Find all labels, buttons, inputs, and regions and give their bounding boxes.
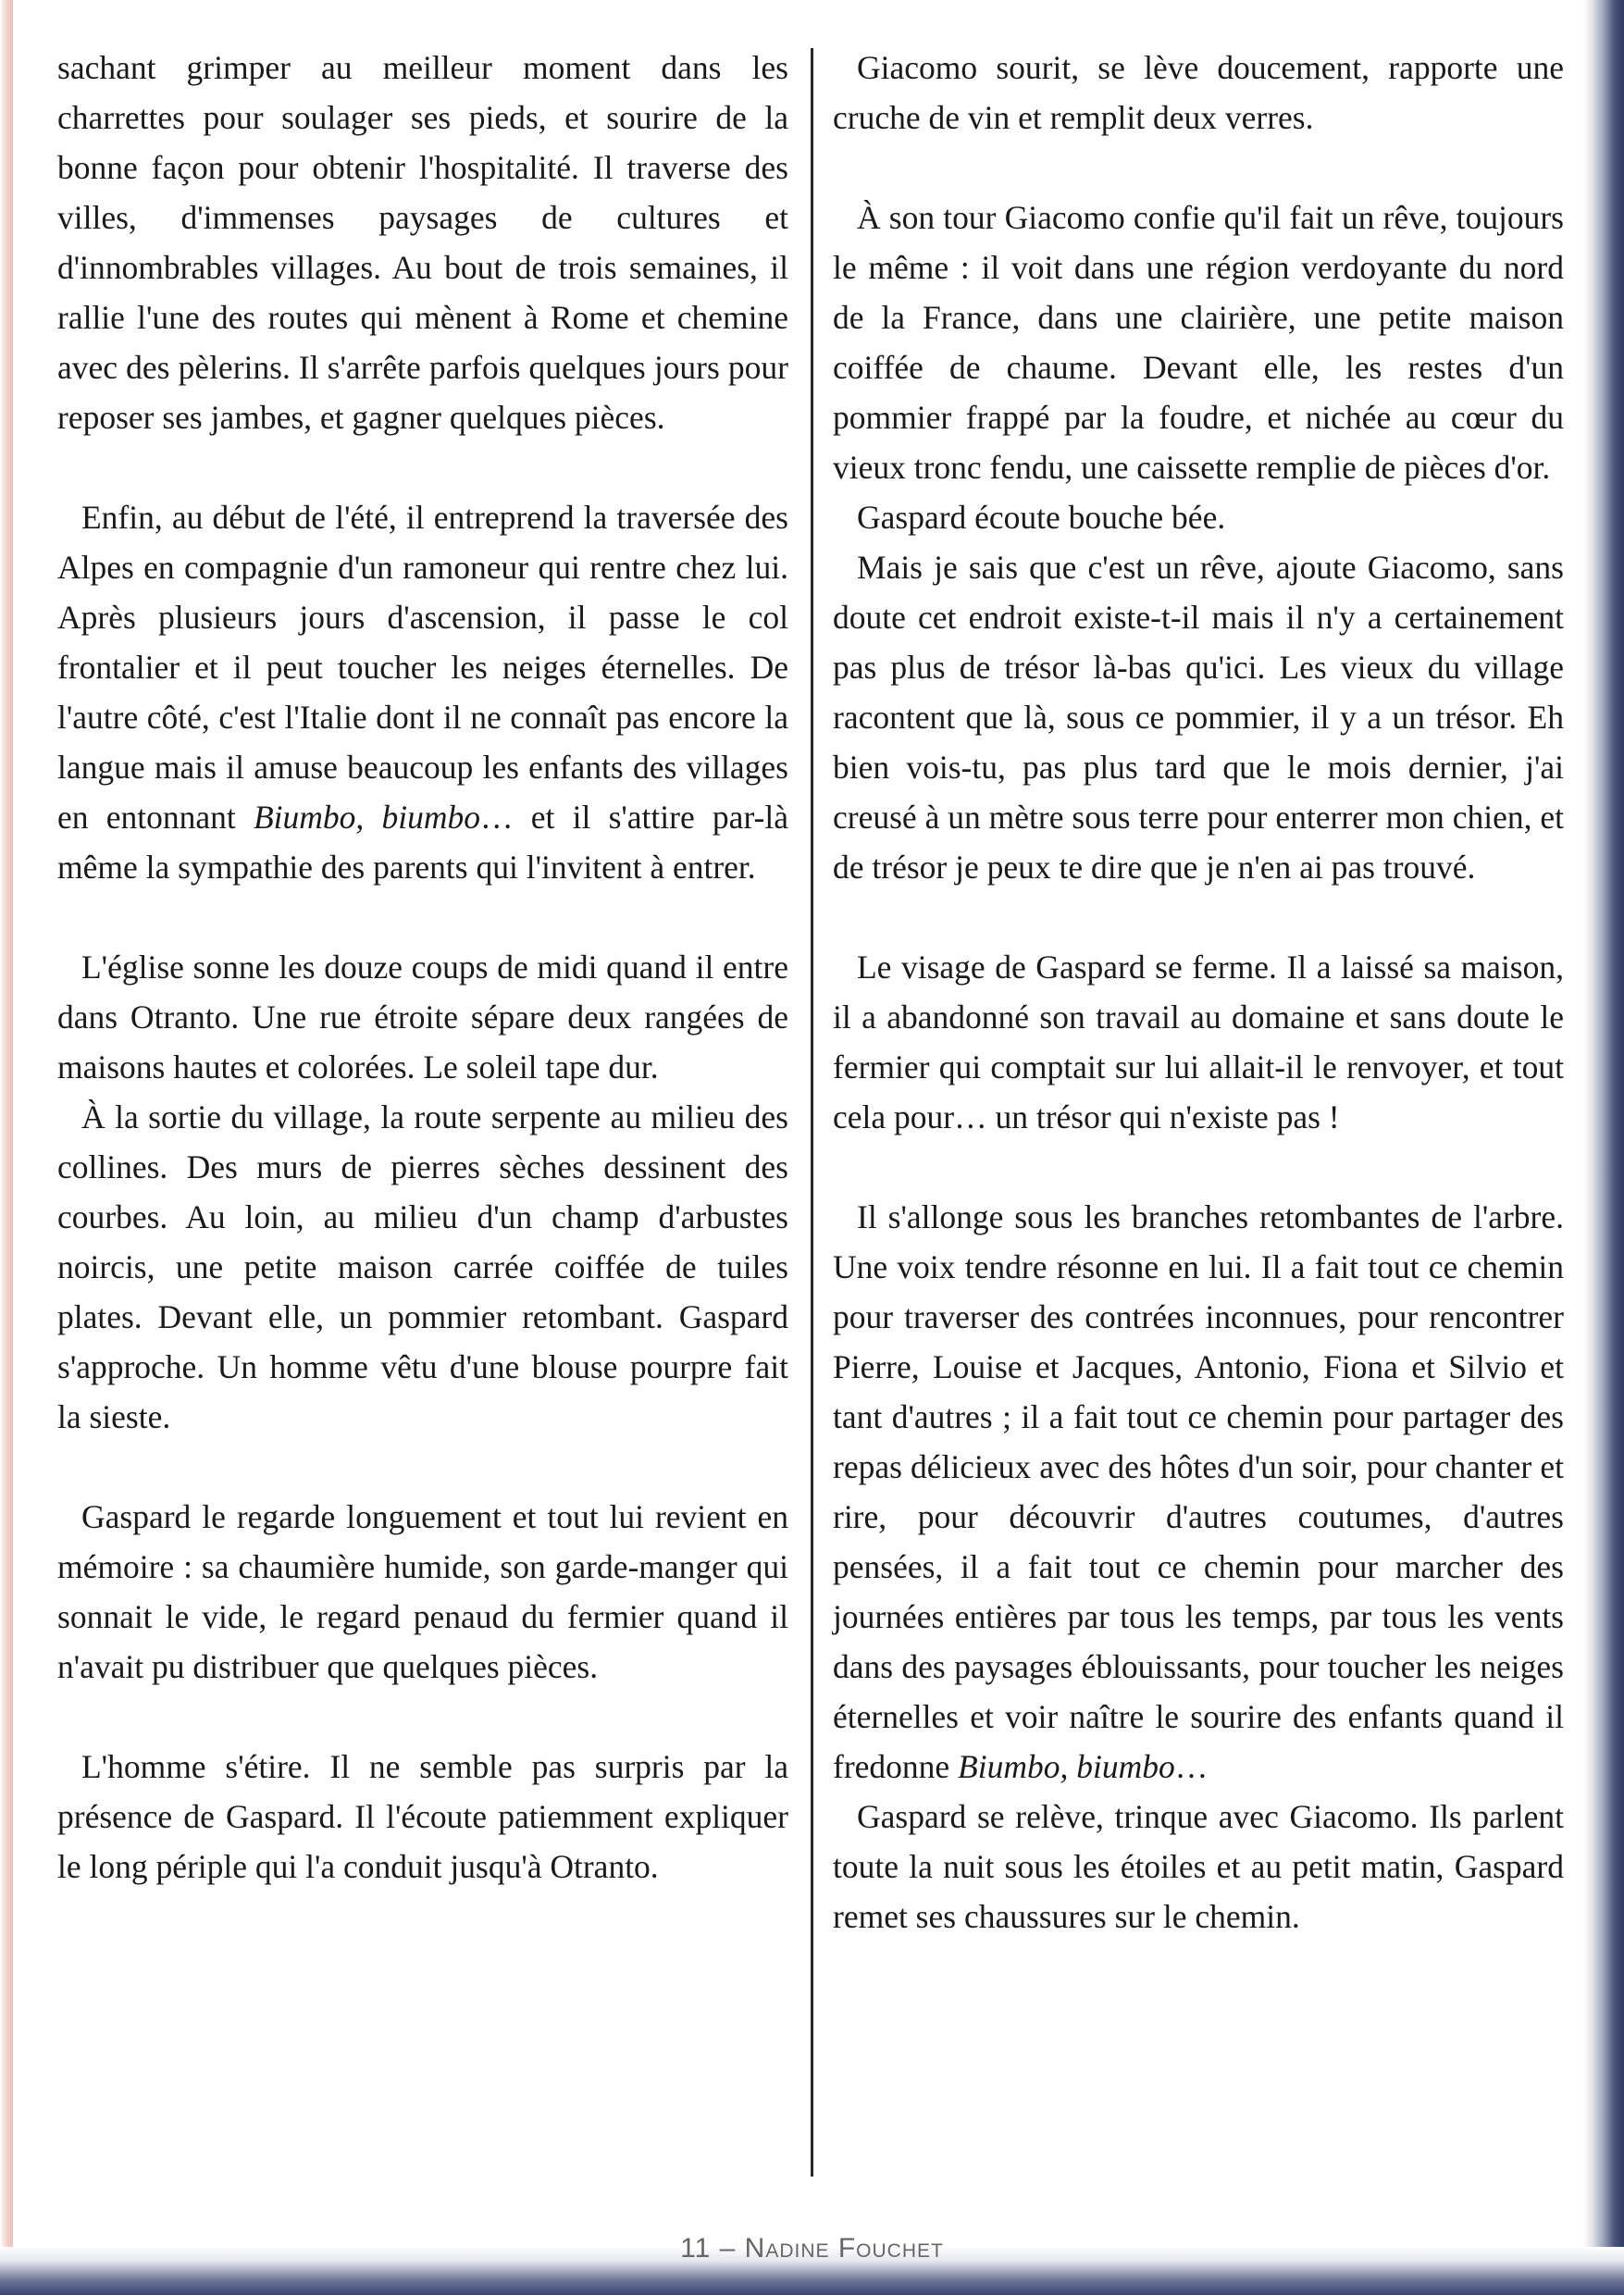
column-divider — [811, 48, 813, 2177]
paragraph-text: … — [1174, 1748, 1209, 1785]
paragraph-gap — [833, 1142, 1564, 1192]
paragraph-text: Enfin, au début de l'été, il entreprend la traversée des Alpes en compagnie d'un ramoneur qui rentre chez lui. Après plusieurs jours d'ascension, il passe le col frontalier et il peut toucher les neiges éternelles. De l'autre côté, c'est l'Italie dont il ne connaît pas encore la langue mais il amuse beaucoup les enfants des villages en entonnant — [57, 499, 788, 836]
paragraph — [57, 492, 788, 892]
song-title: Biumbo, biumbo — [253, 799, 481, 836]
right-text-column — [833, 43, 1564, 1941]
paragraph: Mais je sais que c'est un rêve, ajoute Giacomo, sans doute cet endroit existe-t-il mais il n'y a certainement pas plus de trésor là-bas qu'ici. Les vieux du village racontent que là, sous ce pommier, il y a un trésor. Eh bien vois-tu, pas plus tard que le mois dernier, j'ai creusé à un mètre sous terre pour enterrer mon chien, et de trésor je peux te dire que je n'en ai pas trouvé. — [833, 549, 1564, 886]
paragraph: Giacomo sourit, se lève doucement, rapporte une cruche de vin et remplit deux verres. — [833, 49, 1564, 136]
paragraph-gap — [833, 143, 1564, 192]
page-edge-right — [1593, 0, 1624, 2295]
paragraph: À la sortie du village, la route serpente au milieu des collines. Des murs de pierres sèches dessinent des courbes. Au loin, au milieu d'un champ d'arbustes noircis, une petite maison carrée coiffée de tuiles plates. Devant elle, un pommier retombant. Gaspard s'approche. Un homme vêtu d'une blouse pourpre fait la sieste. — [57, 1098, 788, 1435]
paragraph-gap — [57, 1692, 788, 1742]
page-edge-left — [0, 0, 13, 2295]
paragraph — [833, 1192, 1564, 1792]
paragraph-text: … et il s'attire par-là même la sympathie des parents qui l'invitent à entrer. — [57, 799, 788, 886]
paragraph: Gaspard écoute bouche bée. — [857, 499, 1226, 536]
paragraph-gap — [57, 1442, 788, 1492]
paragraph-gap — [57, 442, 788, 492]
paragraph-gap — [833, 892, 1564, 942]
page-number: 11 — [680, 2233, 712, 2264]
paragraph: L'homme s'étire. Il ne semble pas surpris par la présence de Gaspard. Il l'écoute patiemment expliquer le long périple qui l'a conduit jusqu'à Otranto. — [57, 1748, 788, 1885]
paragraph: sachant grimper au meilleur moment dans les charrettes pour soulager ses pieds, et sourire de la bonne façon pour obtenir l'hospitalité. Il traverse des villes, d'immenses paysages de cultures et d'innombrables villages. Au bout de trois semaines, il rallie l'une des routes qui mènent à Rome et chemine avec des pèlerins. Il s'arrête parfois quelques jours pour reposer ses jambes, et gagner quelques pièces. — [57, 49, 788, 436]
paragraph: L'église sonne les douze coups de midi quand il entre dans Otranto. Une rue étroite sépare deux rangées de maisons hautes et colorées. Le soleil tape dur. — [57, 949, 788, 1085]
page-footer — [0, 2233, 1624, 2264]
song-title: Biumbo, biumbo — [958, 1748, 1175, 1785]
paragraph: Gaspard se relève, trinque avec Giacomo. Ils parlent toute la nuit sous les étoiles et au petit matin, Gaspard remet ses chaussures sur le chemin. — [833, 1798, 1564, 1935]
author-name: Nadine Fouchet — [744, 2233, 944, 2264]
paragraph: Gaspard le regarde longuement et tout lui revient en mémoire : sa chaumière humide, son garde-manger qui sonnait le vide, le regard penaud du fermier quand il n'avait pu distribuer que quelques pièces. — [57, 1498, 788, 1685]
paragraph: Le visage de Gaspard se ferme. Il a laissé sa maison, il a abandonné son travail au domaine et sans doute le fermier qui comptait sur lui allait-il le renvoyer, et tout cela pour… un trésor qui n'existe pas ! — [833, 949, 1564, 1135]
footer-separator: – — [719, 2233, 737, 2264]
paragraph-gap — [57, 892, 788, 942]
paragraph-text: Il s'allonge sous les branches retombantes de l'arbre. Une voix tendre résonne en lui. Il a fait tout ce chemin pour traverser des contrées inconnues, pour rencontrer Pierre, Louise et Jacques, Antonio, Fiona et Silvio et tant d'autres ; il a fait tout ce chemin pour partager des repas délicieux avec des hôtes d'un soir, pour chanter et rire, pour découvrir d'autres coutumes, d'autres pensées, il a fait tout ce chemin pour marcher des journées entières par tous les temps, par tous les vents dans des paysages éblouissants, pour toucher les neiges éternelles et voir naître le sourire des enfants quand il fredonne — [833, 1198, 1564, 1785]
paragraph: À son tour Giacomo confie qu'il fait un rêve, toujours le même : il voit dans une région verdoyante du nord de la France, dans une clairière, une petite maison coiffée de chaume. Devant elle, les restes d'un pommier frappé par la foudre, et nichée au cœur du vieux tronc fendu, une caissette remplie de pièces d'or. — [833, 199, 1564, 486]
left-text-column — [57, 43, 788, 1892]
